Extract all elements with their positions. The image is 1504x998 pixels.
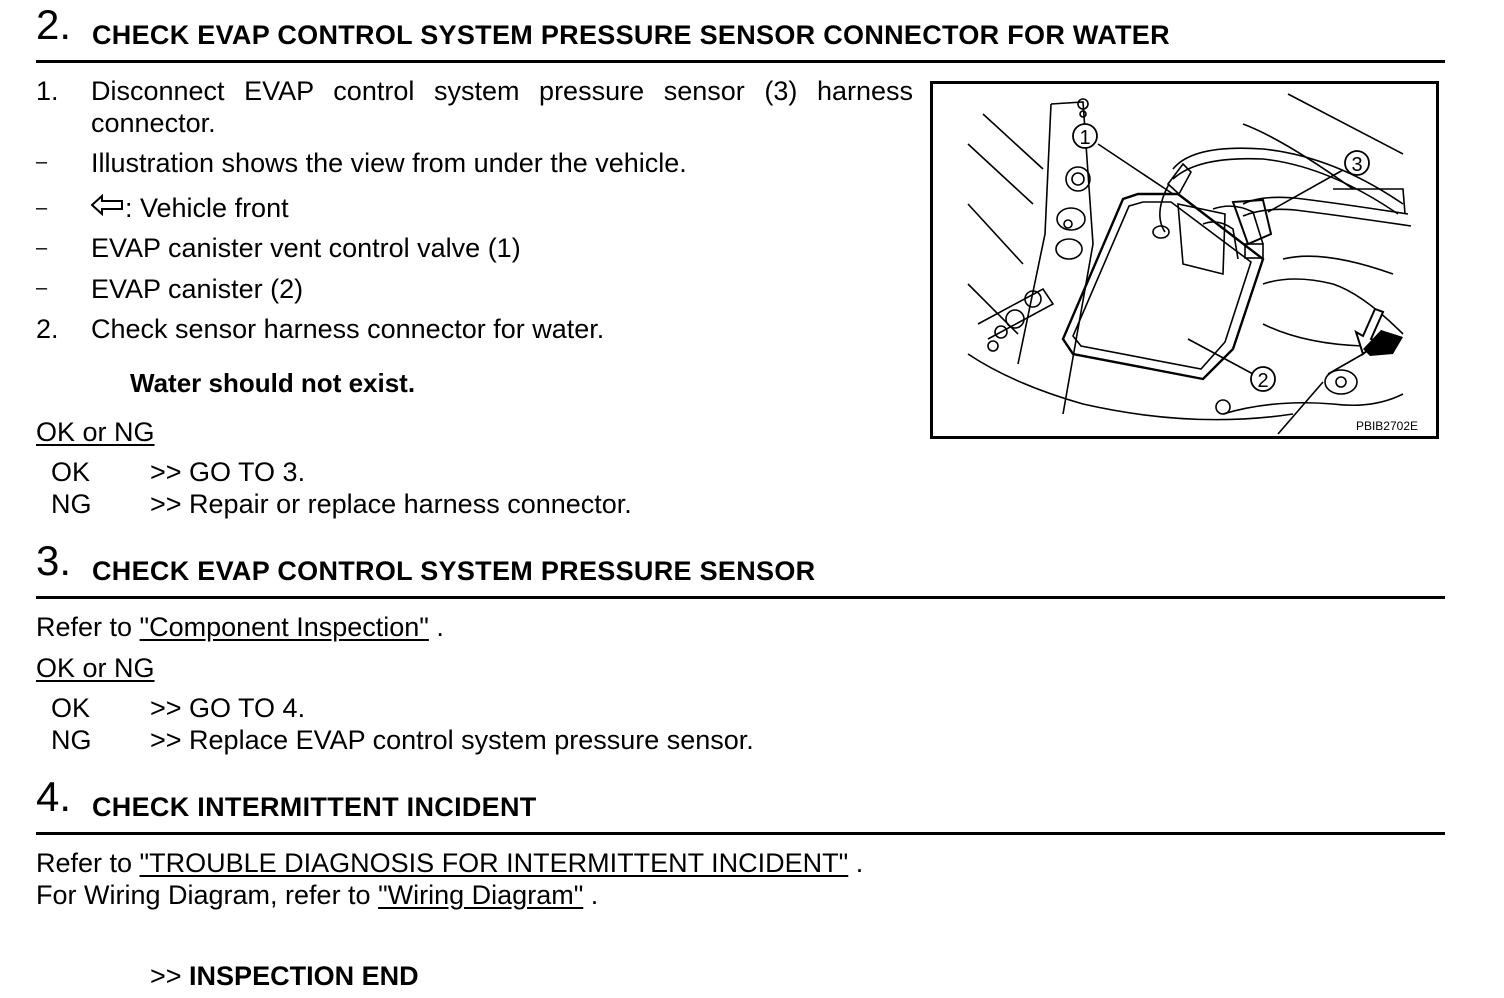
callout-2 — [1251, 367, 1275, 392]
item-1-text-line1: Disconnect EVAP control system pressure sensor (3) harness — [91, 76, 913, 106]
callout-3 — [1345, 151, 1369, 176]
callout-1 — [1073, 124, 1097, 149]
item-1-text-line2: connector. — [91, 108, 216, 138]
svg-text:2: 2 — [1257, 370, 1269, 392]
refer-suffix: . — [428, 612, 444, 642]
sub-item-vent-valve-text: EVAP canister vent control valve (1) — [91, 233, 521, 263]
vehicle-front-arrow-icon — [1356, 309, 1403, 356]
refer-suffix: . — [848, 848, 864, 878]
step-4-number: 4. — [36, 773, 72, 820]
result-ok-action: >> GO TO 3. — [150, 457, 306, 487]
result-label: OK or NG — [36, 417, 155, 447]
refer-prefix: Refer to — [36, 848, 140, 878]
under-vehicle-drawing — [933, 84, 1436, 436]
sub-item-marker: – — [36, 151, 48, 173]
result-ok-code: OK — [51, 693, 91, 723]
step-4-refer-line-2 — [36, 882, 598, 909]
result-ok-action: >> GO TO 4. — [150, 693, 306, 723]
result-ng-code: NG — [51, 489, 92, 519]
refer-prefix: For Wiring Diagram, refer to — [36, 880, 379, 910]
vehicle-front-arrow-icon — [91, 194, 123, 221]
step-4-title: CHECK INTERMITTENT INCIDENT — [92, 792, 537, 822]
svg-text:1: 1 — [1079, 127, 1091, 149]
result-ng-action: >> Repair or replace harness connector. — [150, 489, 632, 519]
step-4-header — [36, 773, 1445, 835]
step-2-header — [36, 1, 1445, 63]
specification-emphasis: Water should not exist. — [130, 368, 416, 398]
result-label: OK or NG — [36, 653, 155, 683]
step-3-number: 3. — [36, 537, 72, 584]
item-2-text: Check sensor harness connector for water. — [91, 314, 605, 344]
inspection-end-text: INSPECTION END — [189, 961, 419, 991]
sub-item-vehicle-front-text: : Vehicle front — [125, 193, 289, 223]
inspection-end-prefix: >> — [150, 961, 190, 991]
inspection-end — [150, 963, 419, 990]
intermittent-incident-link[interactable]: "TROUBLE DIAGNOSIS FOR INTERMITTENT INCIDENT" — [139, 848, 849, 878]
item-2-marker: 2. — [36, 314, 59, 344]
component-inspection-link[interactable]: "Component Inspection" — [139, 612, 429, 642]
refer-prefix: Refer to — [36, 612, 140, 642]
wiring-diagram-link[interactable]: "Wiring Diagram" — [378, 880, 584, 910]
step-3-refer-line — [36, 614, 444, 641]
result-ok-code: OK — [51, 457, 91, 487]
step-4-refer-line-1 — [36, 850, 863, 877]
evap-canister-illustration — [930, 81, 1439, 439]
step-2-title: CHECK EVAP CONTROL SYSTEM PRESSURE SENSOR CONNECTOR FOR WATER — [92, 20, 1170, 50]
step-2-number: 2. — [36, 1, 72, 48]
sub-item-marker: – — [36, 277, 48, 299]
sub-item-view-text: Illustration shows the view from under the vehicle. — [91, 148, 687, 178]
sub-item-marker: – — [36, 237, 48, 259]
figure-code: PBIB2702E — [1355, 419, 1418, 433]
item-1-marker: 1. — [36, 76, 59, 106]
sub-item-marker: – — [36, 197, 48, 219]
result-ng-action: >> Replace EVAP control system pressure sensor. — [150, 725, 754, 755]
step-3-title: CHECK EVAP CONTROL SYSTEM PRESSURE SENSOR — [92, 556, 816, 586]
step-3-header — [36, 537, 1445, 599]
sub-item-canister-text: EVAP canister (2) — [91, 274, 304, 304]
refer-suffix: . — [583, 880, 599, 910]
svg-text:3: 3 — [1351, 154, 1363, 176]
result-ng-code: NG — [51, 725, 92, 755]
